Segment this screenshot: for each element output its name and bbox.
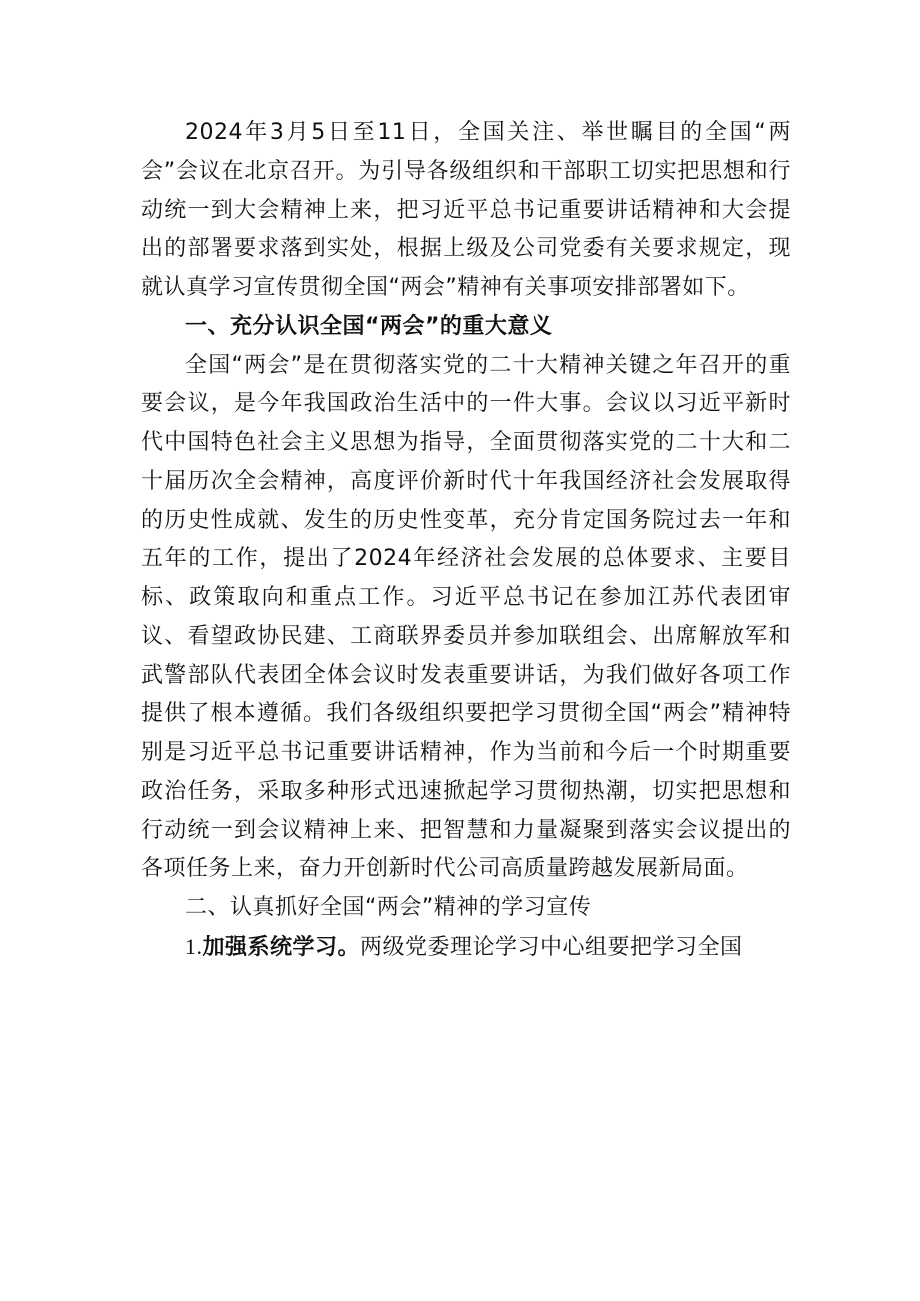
item1-lead: 加强系统学习。 [202,934,361,960]
section1-paragraph: 全国“两会”是在贯彻落实党的二十大精神关键之年召开的重要会议，是今年我国政治生活中的一件大事。会议以习近平新时代中国特色社会主义思想为指导，全面贯彻落实党的二十大和二十届历次全会精神，高度评价新时代十年我国经济社会发展取得的历史性成就、发生的历史性变革，充分肯定国务院过去一年和五年的工作，提出了2024年经济社会发展的总体要求、主要目标、政策取向和重点工作。习近平总书记在参加江苏代表团审议、看望政协民建、工商联界委员并参加联组会、出席解放军和武警部队代表团全体会议时发表重要讲话，为我们做好各项工作提供了根本遵循。我们各级组织要把学习贯彻全国“两会”精神特别是习近平总书记重要讲话精神，作为当前和今后一个时期重要政治任务，采取多种形式迅速掀起学习贯彻热潮，切实把思想和行动统一到会议精神上来、把智慧和力量凝聚到落实会议提出的各项任务上来，奋力开创新时代公司高质量跨越发展新局面。 [141,352,791,882]
item1-text: 两级党委理论学习中心组要把学习全国 [360,934,743,960]
section2-heading: 二、认真抓好全国“两会”精神的学习宣传 [185,895,592,920]
intro-paragraph: 2024年3月5日至11日，全国关注、举世瞩目的全国“两会”会议在北京召开。为引导各级组织和干部职工切实把思想和行动统一到大会精神上来，把习近平总书记重要讲话精神和大会提出的部署要求落到实处，根据上级及公司党委有关要求规定，现就认真学习宣传贯彻全国“两会”精神有关事项安排部署如下。 [141,120,791,300]
item1-number: 1. [185,933,203,959]
item1-paragraph [141,928,791,968]
section1-heading: 一、充分认识全国“两会”的重大意义 [185,313,553,339]
document-body [141,114,791,968]
